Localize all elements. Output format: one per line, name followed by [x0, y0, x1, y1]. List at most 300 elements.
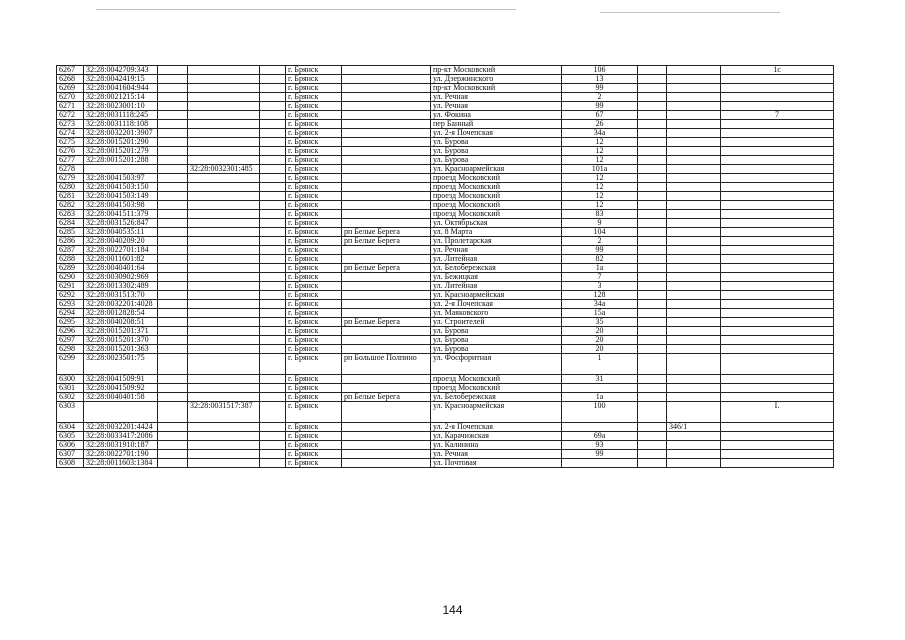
- cell-street: ул. Строителей: [431, 318, 562, 327]
- cell-street: ул. 2-я Почепская: [431, 129, 562, 138]
- cell-settlement: [342, 75, 431, 84]
- cell-building-number: [667, 147, 721, 156]
- cell-empty: [158, 66, 188, 75]
- cell-cadastral-number: 32:28:0031526:847: [84, 219, 158, 228]
- cell-cadastral-number: 32:28:0032201:4424: [84, 423, 158, 432]
- cell-house-number: 9: [562, 219, 638, 228]
- cell-street: пер Банный: [431, 120, 562, 129]
- cell-building-number: [667, 309, 721, 318]
- cell-cadastral-number: 32:28:0021215:14: [84, 93, 158, 102]
- cell-city: г. Брянск: [286, 228, 342, 237]
- cell-empty: [260, 246, 286, 255]
- cell-parent-cadastral-number: [188, 264, 260, 273]
- cell-building-number: [667, 201, 721, 210]
- cell-apartment-number: [721, 345, 834, 354]
- cell-parent-cadastral-number: [188, 255, 260, 264]
- cell-empty: [158, 300, 188, 309]
- cell-empty: [638, 147, 667, 156]
- cell-city: г. Брянск: [286, 432, 342, 441]
- cell-parent-cadastral-number: [188, 318, 260, 327]
- cell-street: ул. Пролетарская: [431, 237, 562, 246]
- cell-city: г. Брянск: [286, 219, 342, 228]
- cell-house-number: 128: [562, 291, 638, 300]
- cell-house-number: 100: [562, 402, 638, 423]
- cell-parent-cadastral-number: [188, 309, 260, 318]
- cell-row-number: 6291: [57, 282, 84, 291]
- cell-city: г. Брянск: [286, 129, 342, 138]
- cell-city: г. Брянск: [286, 210, 342, 219]
- cell-street: ул. Белобережская: [431, 393, 562, 402]
- cell-city: г. Брянск: [286, 192, 342, 201]
- cell-street: ул. 2-я Почепская: [431, 300, 562, 309]
- cell-empty: [158, 174, 188, 183]
- cell-apartment-number: [721, 282, 834, 291]
- cell-empty: [260, 219, 286, 228]
- cell-building-number: [667, 228, 721, 237]
- cell-apartment-number: [721, 201, 834, 210]
- cell-city: г. Брянск: [286, 102, 342, 111]
- cell-settlement: [342, 192, 431, 201]
- cell-apartment-number: [721, 183, 834, 192]
- cell-row-number: 6296: [57, 327, 84, 336]
- cell-apartment-number: [721, 246, 834, 255]
- cell-settlement: [342, 450, 431, 459]
- cell-building-number: [667, 174, 721, 183]
- cell-cadastral-number: 32:28:0022701:184: [84, 246, 158, 255]
- cell-city: г. Брянск: [286, 75, 342, 84]
- cell-empty: [260, 336, 286, 345]
- table-row: [57, 345, 834, 354]
- cell-building-number: [667, 129, 721, 138]
- cell-building-number: [667, 441, 721, 450]
- cell-house-number: 12: [562, 174, 638, 183]
- cell-cadastral-number: 32:28:0013302:489: [84, 282, 158, 291]
- cell-apartment-number: [721, 255, 834, 264]
- cell-row-number: 6278: [57, 165, 84, 174]
- cell-building-number: [667, 264, 721, 273]
- cell-street: ул. Красноармейская: [431, 291, 562, 300]
- cell-settlement: [342, 246, 431, 255]
- table-row: [57, 111, 834, 120]
- cell-empty: [158, 192, 188, 201]
- cell-row-number: 6299: [57, 354, 84, 375]
- table-row: [57, 273, 834, 282]
- cell-row-number: 6287: [57, 246, 84, 255]
- cell-building-number: [667, 291, 721, 300]
- cell-street: ул. Бурова: [431, 327, 562, 336]
- cell-street: ул. Бурова: [431, 138, 562, 147]
- cell-apartment-number: [721, 93, 834, 102]
- cell-house-number: 12: [562, 192, 638, 201]
- cell-street: ул. Литейная: [431, 255, 562, 264]
- cell-building-number: [667, 237, 721, 246]
- cell-empty: [158, 273, 188, 282]
- cell-house-number: 26: [562, 120, 638, 129]
- cell-empty: [260, 423, 286, 432]
- cell-empty: [260, 120, 286, 129]
- table-row: [57, 147, 834, 156]
- cell-house-number: 83: [562, 210, 638, 219]
- cell-house-number: 12: [562, 138, 638, 147]
- cell-house-number: [562, 459, 638, 468]
- cell-empty: [638, 66, 667, 75]
- cell-apartment-number: [721, 120, 834, 129]
- cell-row-number: 6297: [57, 336, 84, 345]
- cell-empty: [638, 318, 667, 327]
- cell-city: г. Брянск: [286, 336, 342, 345]
- cell-city: г. Брянск: [286, 309, 342, 318]
- cell-house-number: 12: [562, 183, 638, 192]
- cell-settlement: [342, 336, 431, 345]
- cell-street: ул. Октябрьская: [431, 219, 562, 228]
- cell-city: г. Брянск: [286, 450, 342, 459]
- cell-empty: [638, 102, 667, 111]
- cell-apartment-number: [721, 336, 834, 345]
- cell-empty: [638, 273, 667, 282]
- cell-settlement: [342, 93, 431, 102]
- cell-cadastral-number: 32:28:0032201:4028: [84, 300, 158, 309]
- table-row: [57, 264, 834, 273]
- cell-cadastral-number: 32:28:0023501:75: [84, 354, 158, 375]
- table-row: [57, 375, 834, 384]
- cell-street: ул. Калинина: [431, 441, 562, 450]
- cell-city: г. Брянск: [286, 246, 342, 255]
- cell-building-number: [667, 318, 721, 327]
- cell-city: г. Брянск: [286, 345, 342, 354]
- cell-row-number: 6302: [57, 393, 84, 402]
- cell-empty: [638, 354, 667, 375]
- cell-empty: [638, 441, 667, 450]
- cell-settlement: рп Большое Полпино: [342, 354, 431, 375]
- cell-apartment-number: [721, 228, 834, 237]
- cell-city: г. Брянск: [286, 165, 342, 174]
- cell-building-number: [667, 93, 721, 102]
- cell-apartment-number: [721, 273, 834, 282]
- cell-empty: [158, 84, 188, 93]
- cell-settlement: рп Белые Берега: [342, 237, 431, 246]
- cell-row-number: 6274: [57, 129, 84, 138]
- cell-empty: [638, 183, 667, 192]
- cell-city: г. Брянск: [286, 183, 342, 192]
- cell-empty: [638, 75, 667, 84]
- cell-empty: [158, 129, 188, 138]
- cell-empty: [638, 393, 667, 402]
- cell-apartment-number: [721, 318, 834, 327]
- table-row: [57, 300, 834, 309]
- table-row: [57, 156, 834, 165]
- cell-empty: [260, 459, 286, 468]
- cell-empty: [158, 201, 188, 210]
- cell-building-number: [667, 327, 721, 336]
- cell-empty: [260, 228, 286, 237]
- cell-empty: [158, 255, 188, 264]
- cell-empty: [260, 291, 286, 300]
- cell-apartment-number: [721, 84, 834, 93]
- cell-parent-cadastral-number: [188, 441, 260, 450]
- cell-parent-cadastral-number: [188, 354, 260, 375]
- cell-apartment-number: [721, 459, 834, 468]
- cell-row-number: 6271: [57, 102, 84, 111]
- cell-cadastral-number: 32:28:0042709:343: [84, 66, 158, 75]
- cell-building-number: [667, 192, 721, 201]
- cell-cadastral-number: 32:28:0030902:969: [84, 273, 158, 282]
- cell-house-number: 3: [562, 282, 638, 291]
- cell-empty: [158, 120, 188, 129]
- cell-house-number: 13: [562, 75, 638, 84]
- cell-settlement: [342, 201, 431, 210]
- cell-empty: [158, 309, 188, 318]
- table-row: [57, 318, 834, 327]
- cell-cadastral-number: 32:28:0041604:944: [84, 84, 158, 93]
- table-row: [57, 255, 834, 264]
- cell-row-number: 6306: [57, 441, 84, 450]
- cell-street: ул. Бурова: [431, 147, 562, 156]
- cell-settlement: [342, 165, 431, 174]
- cell-settlement: [342, 432, 431, 441]
- cell-row-number: 6294: [57, 309, 84, 318]
- cell-street: ул. Речная: [431, 450, 562, 459]
- cell-row-number: 6295: [57, 318, 84, 327]
- cell-parent-cadastral-number: [188, 183, 260, 192]
- table-row: [57, 336, 834, 345]
- cell-settlement: [342, 327, 431, 336]
- cell-building-number: [667, 459, 721, 468]
- cell-parent-cadastral-number: [188, 273, 260, 282]
- cell-city: г. Брянск: [286, 459, 342, 468]
- cell-house-number: 99: [562, 84, 638, 93]
- cell-apartment-number: I.: [721, 402, 834, 423]
- cell-row-number: 6292: [57, 291, 84, 300]
- cell-street: ул. Красноармейская: [431, 402, 562, 423]
- cell-empty: [260, 138, 286, 147]
- cell-house-number: 101а: [562, 165, 638, 174]
- table-row: [57, 93, 834, 102]
- cell-apartment-number: [721, 450, 834, 459]
- cell-settlement: рп Белые Берега: [342, 228, 431, 237]
- table-row: [57, 174, 834, 183]
- cell-settlement: [342, 423, 431, 432]
- cell-empty: [158, 264, 188, 273]
- cell-parent-cadastral-number: [188, 75, 260, 84]
- cell-parent-cadastral-number: 32:28:0031517:387: [188, 402, 260, 423]
- cell-street: проезд Московский: [431, 384, 562, 393]
- cell-empty: [260, 93, 286, 102]
- table-row: [57, 291, 834, 300]
- cell-cadastral-number: 32:28:0015201:370: [84, 336, 158, 345]
- cell-settlement: [342, 210, 431, 219]
- cell-street: ул. 8 Марта: [431, 228, 562, 237]
- cell-city: г. Брянск: [286, 393, 342, 402]
- table-row: [57, 327, 834, 336]
- cell-cadastral-number: 32:28:0031513:70: [84, 291, 158, 300]
- cell-parent-cadastral-number: [188, 174, 260, 183]
- cell-house-number: 34а: [562, 300, 638, 309]
- cell-empty: [260, 354, 286, 375]
- cell-empty: [260, 210, 286, 219]
- cell-empty: [260, 237, 286, 246]
- cell-building-number: [667, 432, 721, 441]
- cell-parent-cadastral-number: [188, 336, 260, 345]
- cell-apartment-number: [721, 300, 834, 309]
- cell-cadastral-number: 32:28:0011601:82: [84, 255, 158, 264]
- table-row: [57, 423, 834, 432]
- cell-parent-cadastral-number: [188, 102, 260, 111]
- cell-street: проезд Московский: [431, 210, 562, 219]
- cell-empty: [638, 165, 667, 174]
- cell-parent-cadastral-number: [188, 84, 260, 93]
- cell-building-number: [667, 402, 721, 423]
- cell-building-number: [667, 156, 721, 165]
- cell-empty: [260, 273, 286, 282]
- cell-apartment-number: [721, 102, 834, 111]
- cell-street: ул. Бурова: [431, 156, 562, 165]
- cell-empty: [638, 282, 667, 291]
- cell-empty: [260, 147, 286, 156]
- cell-settlement: [342, 375, 431, 384]
- cell-row-number: 6275: [57, 138, 84, 147]
- cell-row-number: 6279: [57, 174, 84, 183]
- cell-building-number: [667, 354, 721, 375]
- cell-apartment-number: 1с: [721, 66, 834, 75]
- cell-apartment-number: [721, 393, 834, 402]
- cell-empty: [638, 309, 667, 318]
- cell-empty: [638, 210, 667, 219]
- cell-empty: [260, 318, 286, 327]
- cell-house-number: 20: [562, 327, 638, 336]
- cell-apartment-number: [721, 75, 834, 84]
- cell-settlement: [342, 174, 431, 183]
- cell-parent-cadastral-number: [188, 459, 260, 468]
- cell-settlement: рп Белые Берега: [342, 264, 431, 273]
- cell-cadastral-number: 32:28:0015201:371: [84, 327, 158, 336]
- cell-row-number: 6268: [57, 75, 84, 84]
- cell-cadastral-number: 32:28:0011603:1384: [84, 459, 158, 468]
- cell-row-number: 6283: [57, 210, 84, 219]
- cell-apartment-number: [721, 237, 834, 246]
- cell-parent-cadastral-number: [188, 327, 260, 336]
- table-row: [57, 402, 834, 423]
- cell-settlement: [342, 66, 431, 75]
- cell-parent-cadastral-number: [188, 129, 260, 138]
- cell-empty: [260, 111, 286, 120]
- cell-house-number: 99: [562, 450, 638, 459]
- cell-city: г. Брянск: [286, 237, 342, 246]
- cell-city: г. Брянск: [286, 201, 342, 210]
- cell-empty: [158, 228, 188, 237]
- cell-row-number: 6307: [57, 450, 84, 459]
- cell-house-number: 67: [562, 111, 638, 120]
- cell-city: г. Брянск: [286, 138, 342, 147]
- cell-cadastral-number: 32:28:0041503:98: [84, 201, 158, 210]
- cell-empty: [638, 450, 667, 459]
- cell-empty: [638, 384, 667, 393]
- cell-cadastral-number: 32:28:0041511:379: [84, 210, 158, 219]
- table-row: [57, 66, 834, 75]
- cell-empty: [638, 192, 667, 201]
- cell-empty: [260, 345, 286, 354]
- cell-empty: [158, 111, 188, 120]
- cell-parent-cadastral-number: [188, 210, 260, 219]
- cell-parent-cadastral-number: [188, 432, 260, 441]
- cell-empty: [638, 459, 667, 468]
- cell-building-number: [667, 384, 721, 393]
- cell-parent-cadastral-number: [188, 246, 260, 255]
- cell-building-number: [667, 393, 721, 402]
- cell-apartment-number: [721, 441, 834, 450]
- cell-empty: [158, 336, 188, 345]
- cell-house-number: 1: [562, 354, 638, 375]
- registry-table-container: [56, 65, 834, 468]
- cell-street: проезд Московский: [431, 183, 562, 192]
- cell-empty: [260, 264, 286, 273]
- table-row: [57, 432, 834, 441]
- cell-building-number: [667, 300, 721, 309]
- table-row: [57, 384, 834, 393]
- cell-empty: [638, 402, 667, 423]
- cell-building-number: [667, 75, 721, 84]
- cell-row-number: 6301: [57, 384, 84, 393]
- cell-house-number: 1а: [562, 393, 638, 402]
- cell-apartment-number: [721, 432, 834, 441]
- cell-parent-cadastral-number: [188, 384, 260, 393]
- cell-street: ул. Речная: [431, 246, 562, 255]
- cell-street: ул. Почтовая: [431, 459, 562, 468]
- cell-city: г. Брянск: [286, 354, 342, 375]
- cell-empty: [260, 102, 286, 111]
- page-number: 144: [442, 603, 463, 617]
- cell-settlement: [342, 84, 431, 93]
- cell-street: ул. Бурова: [431, 336, 562, 345]
- cell-parent-cadastral-number: [188, 228, 260, 237]
- cell-cadastral-number: [84, 165, 158, 174]
- cell-row-number: 6290: [57, 273, 84, 282]
- cell-house-number: 2: [562, 237, 638, 246]
- cell-parent-cadastral-number: [188, 282, 260, 291]
- cell-house-number: 20: [562, 345, 638, 354]
- cell-settlement: рп Белые Берега: [342, 393, 431, 402]
- cell-empty: [158, 345, 188, 354]
- cell-apartment-number: [721, 219, 834, 228]
- cell-cadastral-number: 32:28:0040535:11: [84, 228, 158, 237]
- cell-parent-cadastral-number: [188, 138, 260, 147]
- cell-cadastral-number: 32:28:0031118:108: [84, 120, 158, 129]
- cell-empty: [260, 300, 286, 309]
- cell-cadastral-number: 32:28:0041503:97: [84, 174, 158, 183]
- table-row: [57, 237, 834, 246]
- cell-row-number: 6303: [57, 402, 84, 423]
- cell-building-number: [667, 66, 721, 75]
- cell-apartment-number: [721, 147, 834, 156]
- cell-empty: [158, 237, 188, 246]
- cell-empty: [260, 393, 286, 402]
- table-row: [57, 210, 834, 219]
- cell-house-number: 69а: [562, 432, 638, 441]
- cell-parent-cadastral-number: [188, 93, 260, 102]
- cell-house-number: 2: [562, 93, 638, 102]
- cell-empty: [158, 318, 188, 327]
- table-row: [57, 219, 834, 228]
- cell-empty: [158, 327, 188, 336]
- cell-building-number: [667, 273, 721, 282]
- cell-cadastral-number: 32:28:0023001:10: [84, 102, 158, 111]
- cell-empty: [158, 219, 188, 228]
- cell-building-number: [667, 210, 721, 219]
- cell-building-number: [667, 282, 721, 291]
- cell-street: ул. Бежицкая: [431, 273, 562, 282]
- cell-empty: [158, 450, 188, 459]
- cell-settlement: [342, 345, 431, 354]
- cell-empty: [638, 291, 667, 300]
